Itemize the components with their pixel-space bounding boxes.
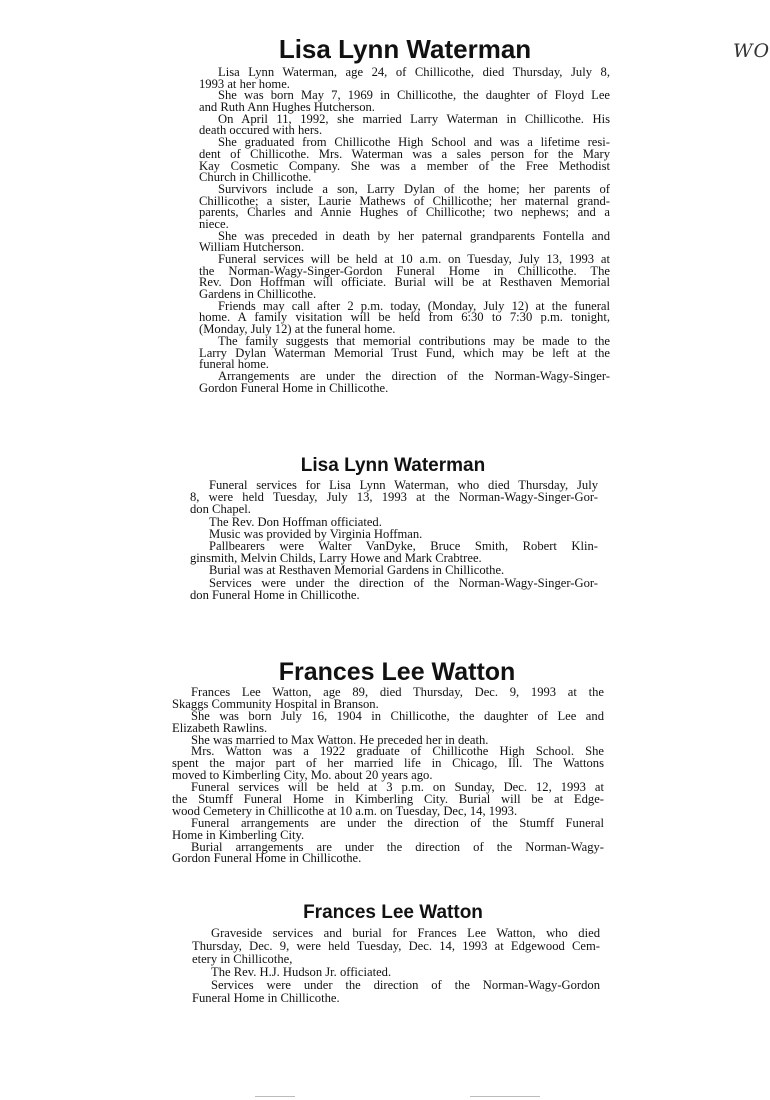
obituary-title: Frances Lee Watton <box>278 658 516 686</box>
paragraph <box>190 540 598 564</box>
text-line: Funeral arrangements are under the direction of the Stumff Funeral <box>191 815 604 830</box>
paragraph <box>172 687 604 711</box>
text-line: don Chapel. <box>190 502 251 517</box>
paragraph <box>190 516 598 528</box>
text-line: Funeral Home in Chillicothe. <box>192 991 340 1005</box>
paragraph <box>199 111 610 138</box>
text-line: Friends may call after 2 p.m. today, (Monday, July 12) at the funeral <box>218 298 610 313</box>
text-line: niece. <box>199 216 229 231</box>
text-line: Burial was at Resthaven Memorial Gardens in Chillicothe. <box>209 563 505 578</box>
paragraph <box>199 90 610 113</box>
paragraph <box>199 137 610 184</box>
service-notice-body <box>192 927 600 1005</box>
text-line: Elizabeth Rawlins. <box>172 720 268 735</box>
text-line: Arrangements are under the direction of the Norman-Wagy-Singer- <box>218 368 610 383</box>
text-line: Pallbearers were Walter VanDyke, Bruce Smith, Robert Klin- <box>209 538 598 553</box>
paragraph <box>199 228 610 255</box>
paragraph <box>190 577 598 601</box>
text-line: (Monday, July 12) at the funeral home. <box>199 322 396 337</box>
text-line: Frances Lee Watton, age 89, died Thursday, Dec. 9, 1993 at the <box>191 685 604 699</box>
text-line: home. A family visitation will be held from 6:30 to 7:30 p.m. tonight, <box>199 310 610 325</box>
paragraph <box>199 67 610 90</box>
text-line: Funeral services will be held at 3 p.m. on Sunday, Dec. 12, 1993 at <box>191 780 604 795</box>
text-line: Funeral services will be held at 10 a.m. on Tuesday, July 13, 1993 at <box>218 252 610 266</box>
text-line: wood Cemetery in Chillicothe at 10 a.m. on Tuesday, Dec, 14, 1993. <box>172 803 518 818</box>
text-line: Skaggs Community Hospital in Branson. <box>172 696 379 711</box>
text-line: 1993 at her home. <box>199 76 290 91</box>
text-line: dent of Chillicothe. Mrs. Waterman was a sales person for the Mary <box>199 146 610 161</box>
paragraph <box>192 927 600 966</box>
text-line: Chillicothe; a sister, Laurie Mathews of Chillicothe; her maternal grand- <box>199 193 610 208</box>
text-line: Burial arrangements are under the direction of the Norman-Wagy- <box>191 839 604 854</box>
paragraph <box>199 181 610 231</box>
text-line: She was preceded in death by her paternal grandparents Fontella and <box>218 228 610 243</box>
paragraph <box>199 368 610 395</box>
text-line: Rev. Don Hoffman will officiate. Burial will be at Resthaven Memorial <box>199 275 610 290</box>
text-line: Larry Dylan Waterman Memorial Trust Fund, which may be left at the <box>199 345 610 360</box>
paragraph <box>190 564 598 576</box>
text-line: moved to Kimberling City, Mo. about 20 years ago. <box>172 768 433 783</box>
divider <box>255 1096 295 1097</box>
text-line: Graveside services and burial for Frances Lee Watton, who died <box>211 926 600 940</box>
text-line: parents, Charles and Annie Hughes of Chillicothe; two nephews; and a <box>199 205 610 220</box>
text-line: death occured with hers. <box>199 123 323 138</box>
text-line: Survivors include a son, Larry Dylan of the home; her parents of <box>218 181 610 196</box>
text-line: The family suggests that memorial contributions may be made to the <box>218 333 610 348</box>
paragraph <box>199 333 610 372</box>
text-line: the Norman-Wagy-Singer-Gordon Funeral Home in Chillicothe. The <box>199 263 610 278</box>
paragraph <box>192 979 600 1005</box>
paragraph <box>172 746 604 782</box>
text-line: The Rev. H.J. Hudson Jr. officiated. <box>211 965 392 979</box>
paragraph <box>199 298 610 337</box>
text-line: etery in Chillicothe, <box>192 952 293 966</box>
text-line: Services were under the direction of the Norman-Wagy-Singer-Gor- <box>209 575 598 590</box>
text-line: Mrs. Watton was a 1922 graduate of Chillicothe High School. She <box>191 744 604 759</box>
text-line: She was born July 16, 1904 in Chillicothe, the daughter of Lee and <box>191 708 604 723</box>
paragraph <box>199 254 610 301</box>
text-line: The Rev. Don Hoffman officiated. <box>209 514 382 529</box>
text-line: Music was provided by Virginia Hoffman. <box>209 526 423 541</box>
paragraph <box>190 479 598 516</box>
text-line: don Funeral Home in Chillicothe. <box>190 587 360 602</box>
text-line: Gordon Funeral Home in Chillicothe. <box>172 851 362 866</box>
text-line: and Ruth Ann Hughes Hutcherson. <box>199 100 375 115</box>
text-line: She graduated from Chillicothe High School and was a lifetime resi- <box>218 135 610 150</box>
service-notice-title: Lisa Lynn Waterman <box>300 455 486 476</box>
paragraph <box>172 782 604 818</box>
text-line: She was married to Max Watton. He preceded her in death. <box>191 732 489 747</box>
text-line: She was born May 7, 1969 in Chillicothe, the daughter of Floyd Lee <box>218 88 610 103</box>
text-line: Kay Cosmetic Company. She was a member of the Free Methodist <box>199 158 610 173</box>
text-line: Thursday, Dec. 9, were held Tuesday, Dec. 14, 1993 at Edgewood Cem- <box>192 939 600 953</box>
obituary-body <box>199 67 610 394</box>
text-line: ginsmith, Melvin Childs, Larry Howe and Mark Crabtree. <box>190 551 482 566</box>
text-line: Services were under the direction of the Norman-Wagy-Gordon <box>211 978 600 992</box>
obituary-title: Lisa Lynn Waterman <box>278 34 532 64</box>
paragraph <box>172 708 604 735</box>
text-line: Gordon Funeral Home in Chillicothe. <box>199 380 389 395</box>
text-line: the Stumff Funeral Home in Kimberling City. Burial will be at Edge- <box>172 792 604 807</box>
obituary-body <box>172 687 604 865</box>
text-line: Home in Kimberling City. <box>172 827 305 842</box>
text-line: William Hutcherson. <box>199 240 305 255</box>
handwritten-margin-note: WO <box>733 40 770 62</box>
service-notice-body <box>190 479 598 601</box>
text-line: funeral home. <box>199 357 269 372</box>
text-line: On April 11, 1992, she married Larry Waterman in Chillicothe. His <box>218 111 610 126</box>
text-line: Church in Chillicothe. <box>199 170 312 185</box>
text-line: Lisa Lynn Waterman, age 24, of Chillicothe, died Thursday, July 8, <box>218 65 610 79</box>
text-line: spent the major part of her married life in Chicago, Ill. The Wattons <box>172 756 604 771</box>
text-line: Gardens in Chillicothe. <box>199 287 317 302</box>
divider <box>470 1096 540 1097</box>
text-line: 8, were held Tuesday, July 13, 1993 at the Norman-Wagy-Singer-Gor- <box>190 490 598 505</box>
paragraph <box>172 839 604 866</box>
text-line: Funeral services for Lisa Lynn Waterman, who died Thursday, July <box>209 478 598 492</box>
paragraph <box>172 815 604 842</box>
service-notice-title: Frances Lee Watton <box>303 902 483 923</box>
